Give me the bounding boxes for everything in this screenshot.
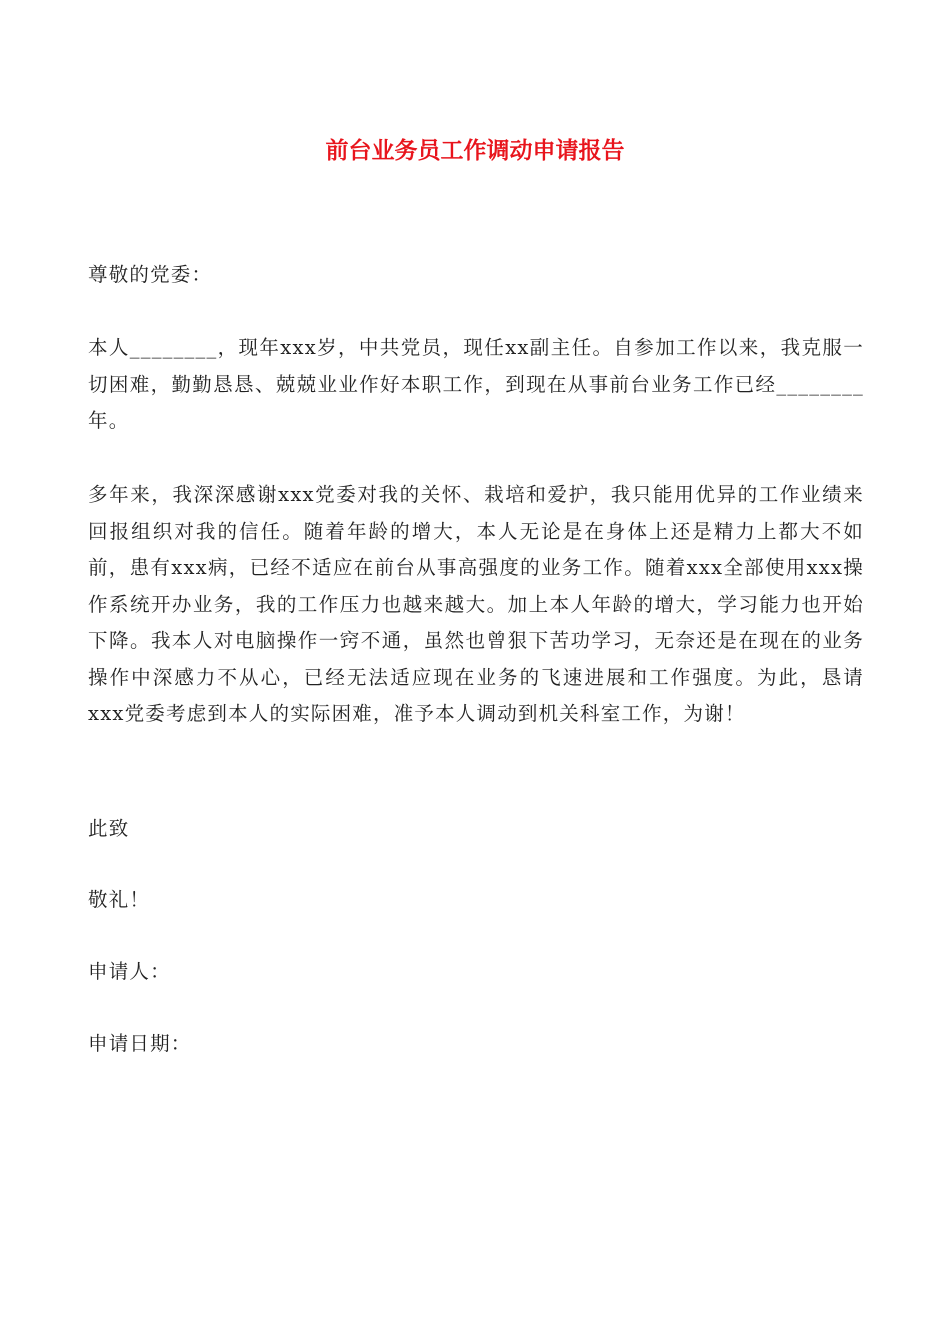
applicant-label: 申请人： — [88, 960, 171, 983]
date-label: 申请日期： — [88, 1032, 192, 1055]
document-title: 前台业务员工作调动申请报告 — [325, 138, 625, 164]
paragraph-reason: 多年来，我深深感谢xxx党委对我的关怀、栽培和爱护，我只能用优异的工作业绩来回报组织对我的信任。随着年龄的增大，本人无论是在身体上还是精力上都大不如前，患有xxx病，已经不适应在前台从事高强度的业务工作。随着xxx全部使用xxx操作系统开办业务，我的工作压力也越来越大。加上本人年龄的增大，学习能力也开始下降。我本人对电脑操作一窍不通，虽然也曾狠下苦功学习，无奈还是在现在的业务操作中深感力不从心，已经无法适应现在业务的飞速进展和工作强度。为此，恳请xxx党委考虑到本人的实际困难，准予本人调动到机关科室工作，为谢！ — [88, 483, 864, 725]
paragraph-intro: 本人________，现年xxx岁，中共党员，现任xx副主任。自参加工作以来，我克服一切困难，勤勤恳恳、兢兢业业作好本职工作，到现在从事前台业务工作已经________年。 — [88, 336, 864, 432]
closing-line-2: 敬礼！ — [88, 888, 151, 911]
closing-line-1: 此致 — [88, 817, 130, 840]
salutation: 尊敬的党委： — [88, 263, 213, 286]
